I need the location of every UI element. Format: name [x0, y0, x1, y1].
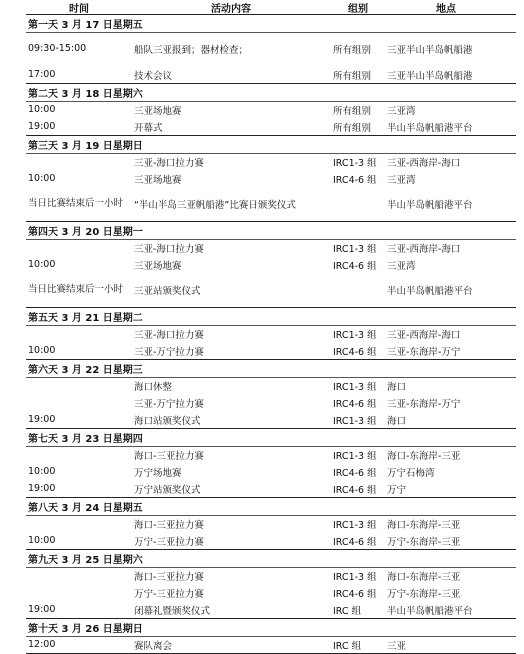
cell-activity: 三亚-万宁拉力赛 [134, 346, 204, 358]
cell-venue: 海口 [387, 415, 407, 427]
cell-group: IRC1-3 组 [333, 415, 377, 427]
day-section-header [0, 136, 524, 153]
cell-group: 所有组别 [333, 45, 372, 56]
cell-time [28, 567, 132, 584]
cell-activity: 三亚站颁奖仪式 [134, 286, 201, 297]
table-row [0, 377, 524, 394]
cell-group: IRC1-3 组 [333, 243, 377, 255]
day-section-header [0, 429, 524, 446]
table-row [0, 515, 524, 532]
cell-activity: 海口-三亚拉力赛 [134, 571, 204, 583]
table-row [0, 187, 524, 221]
cell-time [28, 153, 132, 170]
table-row [0, 584, 524, 601]
cell-venue: 万宁-东海岸-三亚 [387, 536, 461, 548]
table-header [0, 0, 524, 14]
cell-group: IRC4-6 组 [333, 174, 377, 186]
table-row [0, 153, 524, 170]
cell-activity: 三亚-海口拉力赛 [134, 157, 204, 169]
cell-activity: 万宁场地赛 [134, 467, 182, 479]
cell-activity: 闭幕礼暨颁奖仪式 [134, 605, 211, 617]
cell-activity: 三亚场地赛 [134, 174, 182, 186]
cell-group: IRC1-3 组 [333, 519, 377, 531]
cell-activity: 技术会议 [134, 70, 173, 82]
cell-activity: 万宁-三亚拉力赛 [134, 588, 204, 600]
cell-group: IRC4-6 组 [333, 484, 377, 496]
cell-venue: 三亚湾 [387, 260, 416, 272]
cell-venue: 三亚-西海岸-海口 [387, 243, 461, 255]
cell-group [333, 273, 385, 307]
cell-time [28, 446, 132, 463]
cell-time: 10:00 [28, 259, 56, 270]
table-row [0, 567, 524, 584]
table-row [0, 446, 524, 463]
cell-time: 19:00 [28, 121, 56, 132]
table-row [0, 411, 524, 428]
table-row [0, 325, 524, 342]
cell-group: IRC4-6 组 [333, 346, 377, 358]
day-title: 第五天 3 月 21 日星期二 [28, 313, 143, 324]
cell-time: 当日比赛结束后一小时 [28, 198, 124, 209]
cell-venue: 三亚-东海岸-万宁 [387, 398, 461, 410]
day-title: 第十天 3 月 26 日星期日 [28, 624, 143, 635]
cell-venue: 海口 [387, 381, 407, 393]
cell-venue: 万宁石梅湾 [387, 467, 435, 479]
cell-time [28, 239, 132, 256]
header-activity: 活动内容 [211, 3, 251, 14]
cell-group: IRC4-6 组 [333, 260, 377, 272]
cell-group [333, 187, 385, 221]
table-row [0, 170, 524, 187]
day-title: 第四天 3 月 20 日星期一 [28, 227, 143, 238]
cell-activity: 三亚-海口拉力赛 [134, 243, 204, 255]
cell-group: IRC 组 [333, 640, 362, 652]
cell-activity: 三亚场地赛 [134, 105, 182, 117]
day-section-header [0, 84, 524, 101]
cell-time: 19:00 [28, 604, 56, 615]
cell-activity: 赛队离会 [134, 640, 173, 652]
cell-venue: 三亚半山半岛帆船港 [387, 70, 473, 82]
cell-venue: 三亚-西海岸-海口 [387, 157, 461, 169]
header-venue: 地点 [436, 3, 456, 14]
day-section-header [0, 550, 524, 567]
cell-activity: 万宁-三亚拉力赛 [134, 536, 204, 548]
cell-group: IRC1-3 组 [333, 571, 377, 583]
cell-time [28, 377, 132, 394]
cell-venue: 万宁 [387, 484, 407, 496]
table-row [0, 480, 524, 497]
cell-group: IRC1-3 组 [333, 450, 377, 462]
day-title: 第八天 3 月 24 日星期五 [28, 503, 143, 514]
cell-group: 所有组别 [333, 105, 372, 117]
cell-group: IRC 组 [333, 605, 362, 617]
day-title: 第三天 3 月 19 日星期日 [28, 141, 143, 152]
day-section-header [0, 360, 524, 377]
cell-activity: 万宁站颁奖仪式 [134, 484, 201, 496]
cell-activity: 三亚-海口拉力赛 [134, 329, 204, 341]
cell-venue: 半山半岛帆船港平台 [387, 200, 473, 211]
cell-time: 10:00 [28, 173, 56, 184]
cell-activity: “半山半岛三亚帆船港”比赛日颁奖仪式 [134, 200, 296, 211]
day-title: 第九天 3 月 25 日星期六 [28, 555, 143, 566]
cell-activity: 三亚-万宁拉力赛 [134, 398, 204, 410]
cell-venue: 三亚-西海岸-海口 [387, 329, 461, 341]
cell-group: IRC4-6 组 [333, 536, 377, 548]
table-row [0, 239, 524, 256]
table-row [0, 394, 524, 411]
cell-venue: 三亚半山半岛帆船港 [387, 45, 473, 56]
day-section-header [0, 619, 524, 636]
cell-venue: 半山半岛帆船港平台 [387, 286, 473, 297]
day-section-header [0, 308, 524, 325]
table-row [0, 342, 524, 359]
table-row [0, 256, 524, 273]
table-row [0, 273, 524, 307]
table-row [0, 636, 524, 653]
cell-time: 10:00 [28, 535, 56, 546]
cell-time: 19:00 [28, 483, 56, 494]
cell-venue: 三亚湾 [387, 105, 416, 117]
cell-venue: 半山半岛帆船港平台 [387, 605, 473, 617]
cell-activity: 三亚场地赛 [134, 260, 182, 272]
cell-venue: 海口-东海岸-三亚 [387, 450, 461, 462]
cell-time: 12:00 [28, 639, 56, 650]
cell-time: 10:00 [28, 345, 56, 356]
table-row [0, 532, 524, 549]
table-row [0, 32, 524, 66]
cell-venue: 三亚 [387, 640, 407, 652]
cell-time [28, 515, 132, 532]
cell-venue: 半山半岛帆船港平台 [387, 122, 473, 134]
day-section-header [0, 222, 524, 239]
cell-venue: 万宁-东海岸-三亚 [387, 588, 461, 600]
cell-group: IRC4-6 组 [333, 467, 377, 479]
cell-activity: 海口休整 [134, 381, 173, 393]
table-row [0, 118, 524, 135]
cell-activity: 海口-三亚拉力赛 [134, 519, 204, 531]
day-section-header [0, 15, 524, 32]
header-time: 时间 [69, 3, 89, 14]
cell-venue: 三亚湾 [387, 174, 416, 186]
cell-group: 所有组别 [333, 122, 372, 134]
cell-group: IRC1-3 组 [333, 329, 377, 341]
cell-time [28, 394, 132, 411]
cell-activity: 海口站颁奖仪式 [134, 415, 201, 427]
header-group: 组别 [348, 3, 368, 14]
table-row [0, 463, 524, 480]
cell-activity: 海口-三亚拉力赛 [134, 450, 204, 462]
cell-group: IRC4-6 组 [333, 588, 377, 600]
day-section-header [0, 498, 524, 515]
day-title: 第二天 3 月 18 日星期六 [28, 89, 143, 100]
cell-venue: 海口-东海岸-三亚 [387, 571, 461, 583]
cell-time: 10:00 [28, 466, 56, 477]
cell-time: 当日比赛结束后一小时 [28, 284, 124, 295]
cell-time: 19:00 [28, 414, 56, 425]
day-title: 第七天 3 月 23 日星期四 [28, 434, 143, 445]
table-row [0, 101, 524, 118]
cell-time: 09:30-15:00 [28, 43, 87, 54]
cell-time [28, 325, 132, 342]
table-row [0, 601, 524, 618]
cell-venue: 三亚-东海岸-万宁 [387, 346, 461, 358]
table-row [0, 66, 524, 83]
day-title: 第六天 3 月 22 日星期三 [28, 365, 143, 376]
cell-activity: 开幕式 [134, 122, 163, 134]
cell-time: 10:00 [28, 104, 56, 115]
cell-venue: 海口-东海岸-三亚 [387, 519, 461, 531]
cell-group: IRC1-3 组 [333, 381, 377, 393]
cell-time: 17:00 [28, 69, 56, 80]
cell-group: 所有组别 [333, 70, 372, 82]
cell-group: IRC4-6 组 [333, 398, 377, 410]
cell-activity: 船队三亚报到；器材检查； [134, 45, 249, 56]
cell-time [28, 584, 132, 601]
day-title: 第一天 3 月 17 日星期五 [28, 20, 143, 31]
cell-group: IRC1-3 组 [333, 157, 377, 169]
